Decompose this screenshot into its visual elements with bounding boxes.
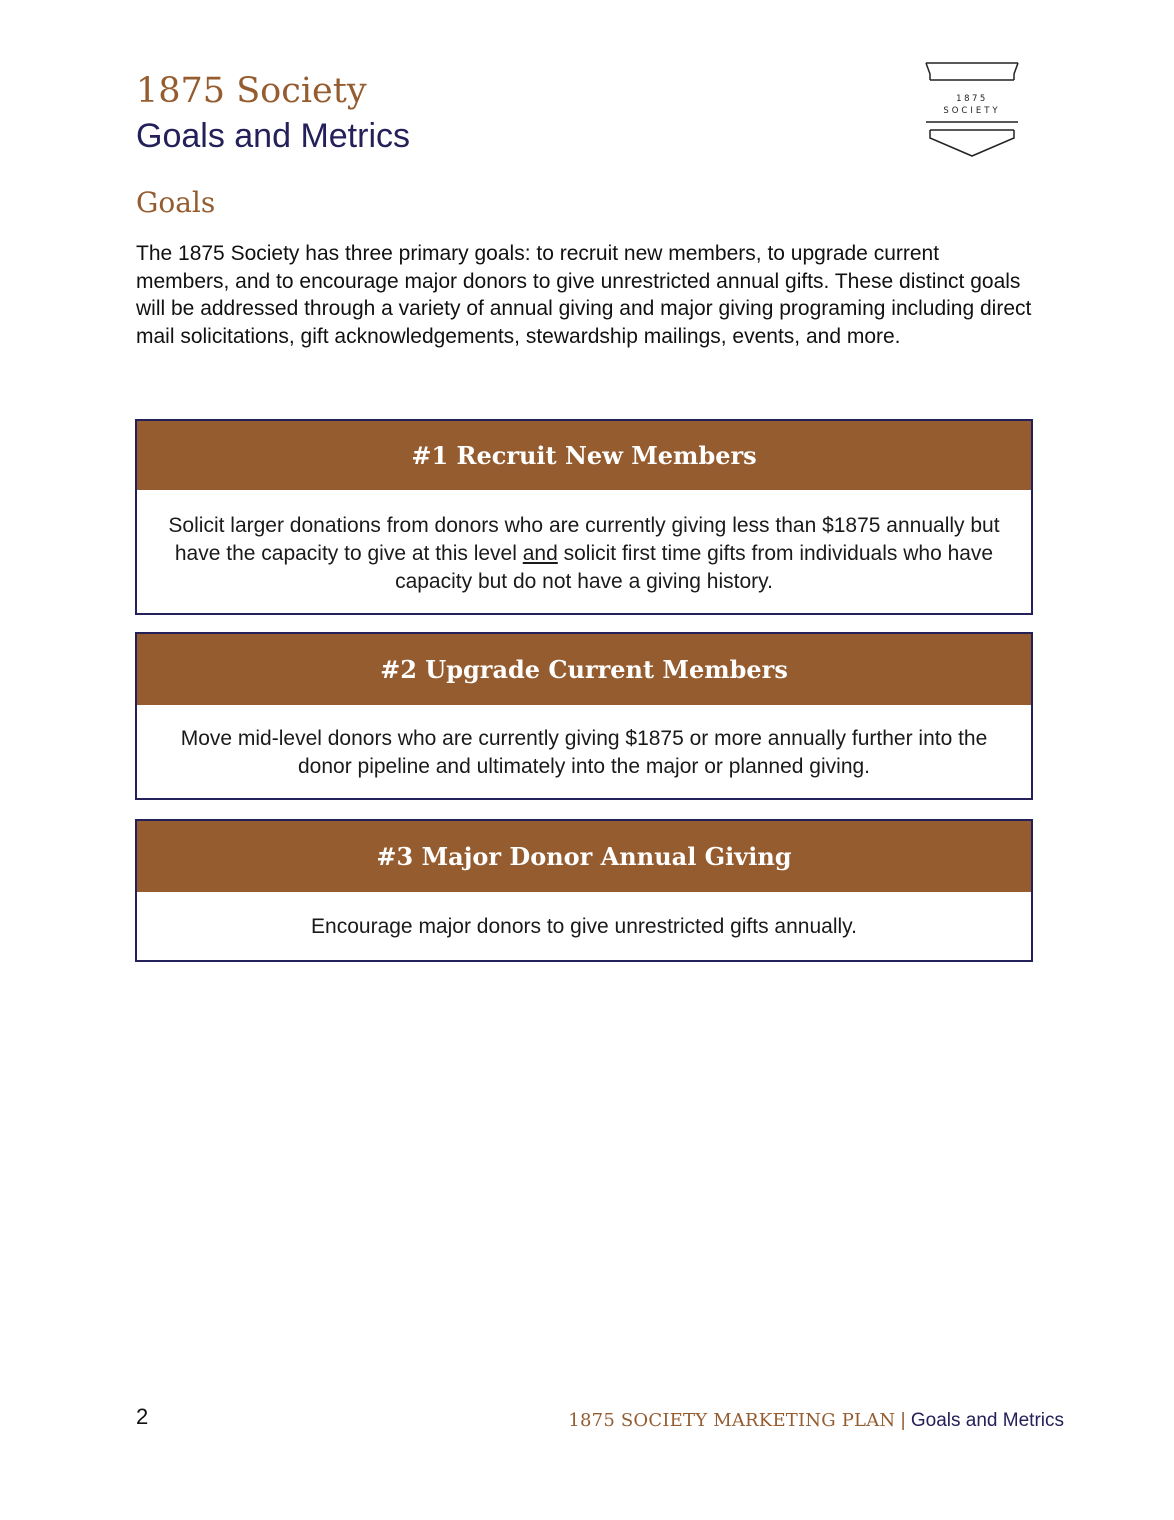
logo-name-text: SOCIETY: [943, 106, 1001, 116]
footer-plan-title: 1875 SOCIETY MARKETING PLAN: [568, 1410, 896, 1431]
goal-card-description: [137, 490, 1031, 596]
page-footer: [568, 1410, 1064, 1432]
society-logo: [920, 60, 1024, 160]
footer-separator: |: [900, 1410, 906, 1431]
goals-heading: Goals: [136, 186, 216, 219]
goal-card-description: Encourage major donors to give unrestricted gifts annually.: [311, 915, 857, 938]
page-number: 2: [136, 1404, 149, 1429]
goal-description-emphasis: and: [522, 542, 558, 565]
goal-card-title: #2 Upgrade Current Members: [137, 634, 1031, 705]
organization-title: 1875 Society: [136, 71, 367, 111]
goal-card-recruit: [135, 419, 1033, 615]
logo-year-text: 1875: [956, 94, 988, 104]
page-title: Goals and Metrics: [136, 117, 410, 155]
footer-section-title: Goals and Metrics: [910, 1410, 1064, 1431]
goal-card-description: Move mid-level donors who are currently giving $1875 or more annually further into the donor pipeline and ultimately into the major or planned giving.: [180, 727, 988, 778]
goal-card-major-donor: [135, 819, 1033, 962]
goal-description-part: solicit first time gifts from individuals who have capacity but do not have a giving history.: [395, 542, 994, 593]
goal-card-title: #3 Major Donor Annual Giving: [137, 821, 1031, 892]
goal-description-part: Solicit larger donations from donors who are currently giving less than $1875 annually but have the capacity to give at this level: [168, 514, 1000, 565]
goal-card-title: #1 Recruit New Members: [137, 421, 1031, 490]
goal-card-upgrade: [135, 632, 1033, 800]
goals-intro-paragraph: The 1875 Society has three primary goals: to recruit new members, to upgrade current members, and to encourage major donors to give unrestricted annual gifts. These distinct goals will be addressed through a variety of annual giving and major giving programing including direct mail solicitations, gift acknowledgements, stewardship mailings, events, and more.: [136, 242, 1032, 348]
